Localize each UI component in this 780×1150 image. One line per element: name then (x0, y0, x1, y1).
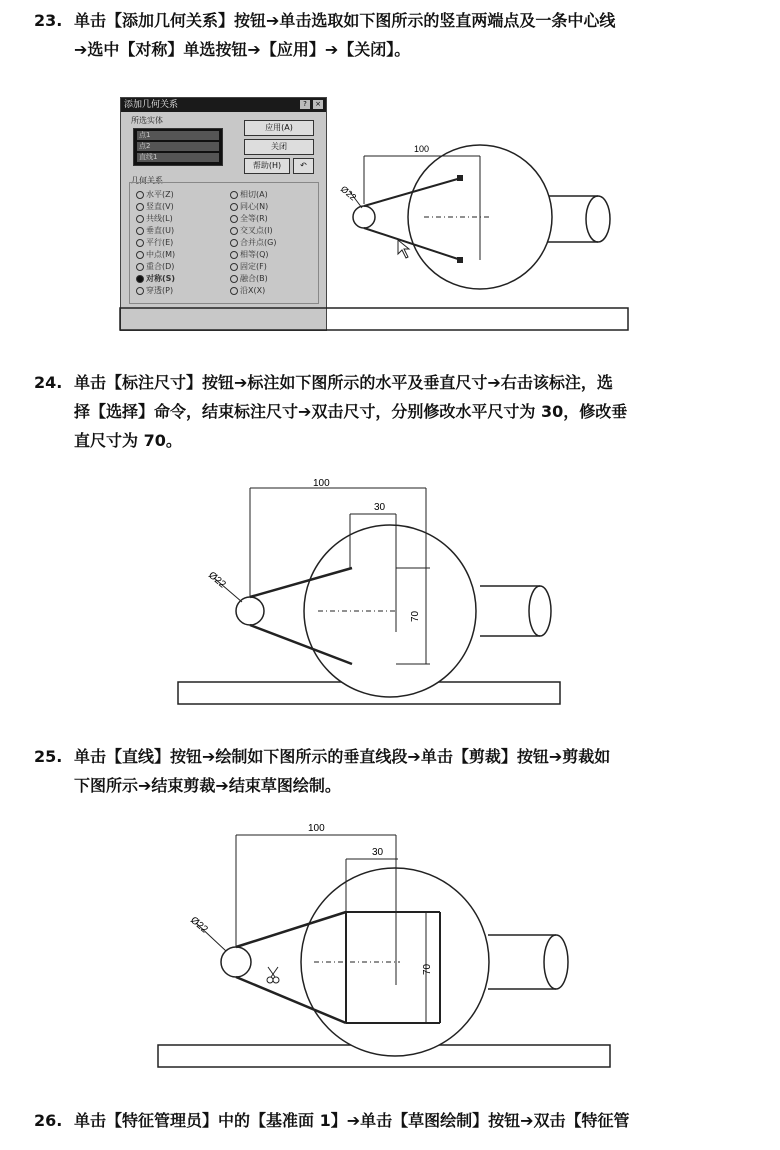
dim-label-30: 30 (372, 847, 384, 858)
selected-entities-label: 所选实体 (131, 116, 163, 125)
step-24 (34, 368, 764, 455)
radio-label: 沿X(X) (240, 286, 266, 295)
small-circle (221, 947, 251, 977)
cylinder-neck (488, 935, 556, 989)
radio-label: 交叉点(I) (240, 226, 273, 235)
radio-label: 相等(Q) (240, 250, 269, 259)
dim-label-100: 100 (414, 144, 430, 154)
step-23 (34, 6, 764, 64)
dim-label-dia: Ø22 (338, 183, 359, 203)
step-text: 择【选择】命令，结束标注尺寸➔双击尺寸，分别修改水平尺寸为 30，修改垂 (74, 402, 628, 421)
undo-icon[interactable]: ↶ (293, 158, 314, 174)
help-button[interactable]: 帮助(H) (244, 158, 290, 174)
step-text: 单击【特征管理员】中的【基准面 1】➔单击【草图绘制】按钮➔双击【特征管 (74, 1111, 630, 1130)
step-number: 25. (34, 747, 63, 766)
scissors-icon (267, 967, 279, 983)
dim-label-100: 100 (313, 478, 330, 489)
radio-label: 相切(A) (240, 190, 268, 199)
list-item[interactable]: 点2 (137, 142, 219, 151)
cylinder-end (529, 586, 551, 636)
step-text: 直尺寸为 70。 (74, 431, 182, 450)
radio-label: 水平(Z) (146, 190, 174, 199)
small-circle (236, 597, 264, 625)
step-text: ➔选中【对称】单选按钮➔【应用】➔【关闭】。 (74, 40, 411, 59)
small-circle (353, 206, 375, 228)
cylinder-end (544, 935, 568, 989)
step-text: 下图所示➔结束剪裁➔结束草图绘制。 (74, 776, 341, 795)
dim-label-100: 100 (308, 823, 325, 834)
close-icon[interactable]: × (313, 100, 323, 109)
sketch-figure-3 (150, 815, 620, 1075)
relations-group-label: 几何关系 (131, 176, 163, 185)
cylinder-end (586, 196, 610, 242)
endpoint-bottom[interactable] (457, 257, 463, 263)
step-text: 单击【标注尺寸】按钮➔标注如下图所示的水平及垂直尺寸➔右击该标注，选 (74, 373, 613, 392)
help-icon[interactable]: ? (300, 100, 310, 109)
radio-label: 垂直(U) (146, 226, 175, 235)
radio-label: 同心(N) (240, 202, 269, 211)
radio-label: 融合(B) (240, 274, 268, 283)
dialog-title: 添加几何关系 (124, 100, 179, 110)
list-item[interactable]: 直线1 (137, 153, 219, 162)
step-25 (34, 742, 764, 800)
radio-label: 合并点(G) (240, 238, 277, 247)
step-text: 单击【添加几何关系】按钮➔单击选取如下图所示的竖直两端点及一条中心线 (74, 11, 616, 30)
radio-label: 穿透(P) (146, 286, 174, 295)
endpoint-top[interactable] (457, 175, 463, 181)
step-number: 26. (34, 1111, 63, 1130)
base-plate (120, 308, 628, 330)
step-text: 单击【直线】按钮➔绘制如下图所示的垂直线段➔单击【剪裁】按钮➔剪裁如 (74, 747, 611, 766)
radio-label: 共线(L) (146, 214, 173, 223)
dim-label-dia: Ø22 (206, 569, 228, 591)
radio-label: 中点(M) (146, 250, 176, 259)
radio-label: 平行(E) (146, 238, 174, 247)
dim-label-70: 70 (410, 610, 421, 622)
apply-button[interactable]: 应用(A) (244, 120, 314, 136)
step-26 (34, 1106, 764, 1135)
radio-label: 竖直(V) (146, 202, 174, 211)
step-number: 23. (34, 11, 63, 30)
close-button[interactable]: 关闭 (244, 139, 314, 155)
sketch-figure-2 (170, 474, 590, 714)
dim-label-dia: Ø22 (188, 914, 210, 936)
step-number: 24. (34, 373, 63, 392)
radio-label: 固定(F) (240, 262, 267, 271)
dim-label-30: 30 (374, 502, 386, 513)
dim-label-70: 70 (422, 963, 433, 975)
radio-label: 对称(S) (146, 274, 176, 283)
radio-label: 全等(R) (240, 214, 268, 223)
radio-label: 重合(D) (146, 262, 175, 271)
sketch-figure-1 (118, 92, 638, 342)
list-item[interactable]: 点1 (137, 131, 219, 140)
cylinder-neck (548, 196, 598, 242)
cylinder-neck (480, 586, 540, 636)
